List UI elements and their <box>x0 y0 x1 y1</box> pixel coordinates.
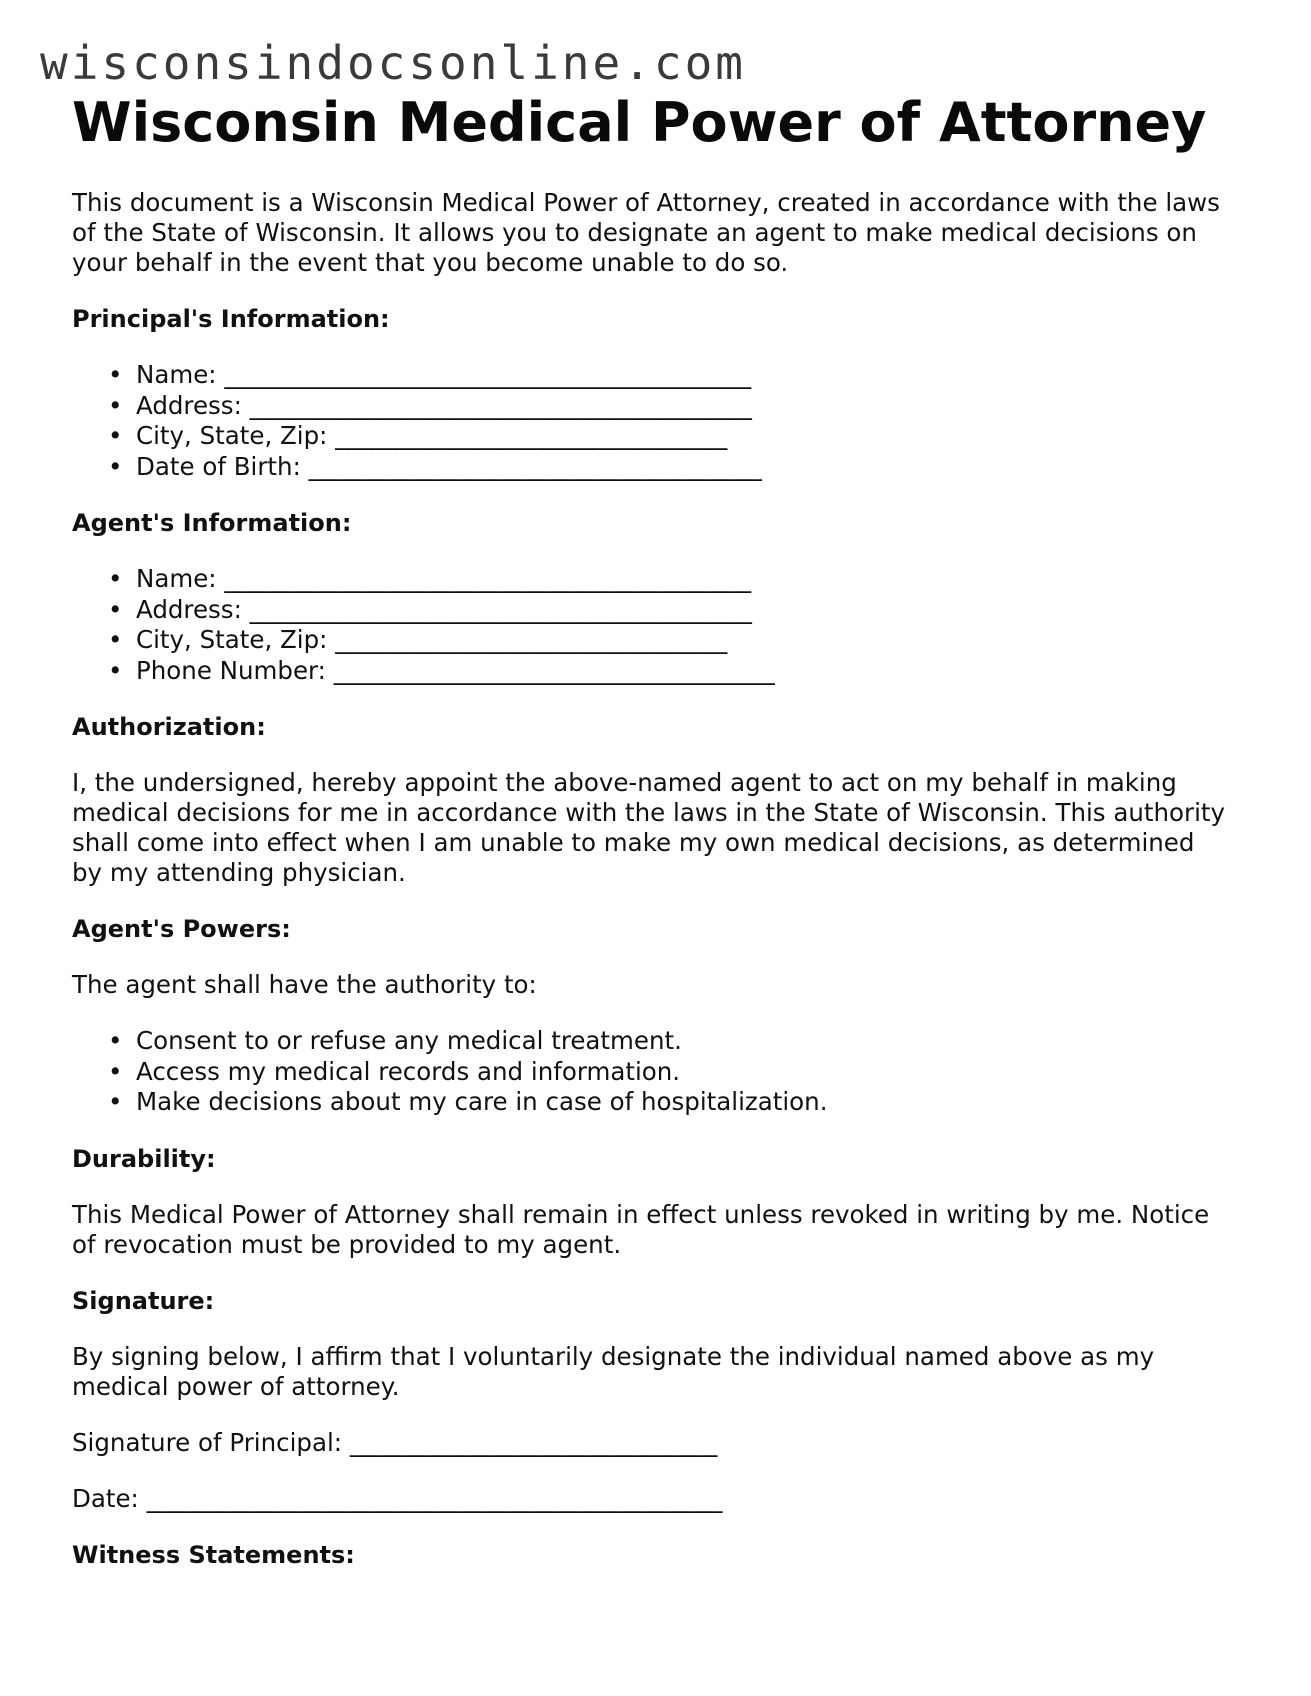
list-item: • Access my medical records and information. <box>136 1057 1232 1088</box>
agent-name-field <box>136 564 1232 595</box>
principal-fields <box>72 360 1232 482</box>
date-line <box>72 1484 1232 1514</box>
principal-dob-field <box>136 452 1232 483</box>
list-item: • Make decisions about my care in case of hospitalization. <box>136 1087 1232 1118</box>
field-label: Name: <box>136 360 217 390</box>
phone-blank[interactable]: ____________________________________ <box>333 655 775 685</box>
page-title: Wisconsin Medical Power of Attorney <box>72 91 1207 154</box>
signature-blank[interactable]: ______________________________ <box>349 1427 718 1457</box>
field-label: Phone Number: <box>136 655 326 685</box>
durability-heading: Durability: <box>72 1144 216 1173</box>
document-page <box>72 92 1232 1570</box>
agent-address-field <box>136 595 1232 626</box>
agent-heading: Agent's Information: <box>72 509 352 538</box>
agent-fields <box>72 564 1232 686</box>
powers-intro: The agent shall have the authority to: <box>72 970 537 1000</box>
field-label: City, State, Zip: <box>136 421 328 451</box>
name-blank[interactable]: ___________________________________________ <box>224 564 752 594</box>
city-state-zip-blank[interactable]: ________________________________ <box>335 421 728 451</box>
field-label: Address: <box>136 390 242 420</box>
agent-phone-field <box>136 656 1232 687</box>
field-label: City, State, Zip: <box>136 625 328 655</box>
authorization-heading: Authorization: <box>72 713 266 742</box>
durability-text: This Medical Power of Attorney shall remain in effect unless revoked in writing by me. Notice of revocation must be provided to my agent. <box>72 1199 1210 1259</box>
name-blank[interactable]: ___________________________________________ <box>224 360 752 390</box>
principal-signature-line <box>72 1428 1232 1458</box>
signature-text: By signing below, I affirm that I voluntarily designate the individual named above as my medical power of attorney. <box>72 1341 1155 1401</box>
address-blank[interactable]: _________________________________________ <box>249 594 752 624</box>
powers-list <box>72 1026 1232 1118</box>
principal-address-field <box>136 391 1232 422</box>
principal-name-field <box>136 360 1232 391</box>
city-state-zip-blank[interactable]: ________________________________ <box>335 625 728 655</box>
address-blank[interactable]: _________________________________________ <box>249 390 752 420</box>
signature-heading: Signature: <box>72 1286 215 1315</box>
authorization-text: I, the undersigned, hereby appoint the above-named agent to act on my behalf in making medical decisions for me in accordance with the laws in the State of Wisconsin. This authority shall come into effect when I am unable to make my own medical decisions, as determined by my attending physician. <box>72 768 1226 888</box>
agent-city-state-zip-field <box>136 625 1232 656</box>
witness-heading: Witness Statements: <box>72 1540 355 1569</box>
field-label: Name: <box>136 564 217 594</box>
date-blank[interactable]: _______________________________________________ <box>146 1483 723 1513</box>
powers-heading: Agent's Powers: <box>72 915 291 944</box>
intro-paragraph: This document is a Wisconsin Medical Power of Attorney, created in accordance with the laws of the State of Wisconsin. It allows you to designate an agent to make medical decisions on your behalf in the event that you become unable to do so. <box>72 188 1220 278</box>
field-label: Signature of Principal: <box>72 1427 343 1457</box>
field-label: Date: <box>72 1483 139 1513</box>
watermark: wisconsindocsonline.com <box>40 36 746 90</box>
list-item: • Consent to or refuse any medical treatment. <box>136 1026 1232 1057</box>
field-label: Address: <box>136 594 242 624</box>
dob-blank[interactable]: _____________________________________ <box>308 451 762 481</box>
principal-heading: Principal's Information: <box>72 305 390 334</box>
field-label: Date of Birth: <box>136 451 301 481</box>
principal-city-state-zip-field <box>136 421 1232 452</box>
